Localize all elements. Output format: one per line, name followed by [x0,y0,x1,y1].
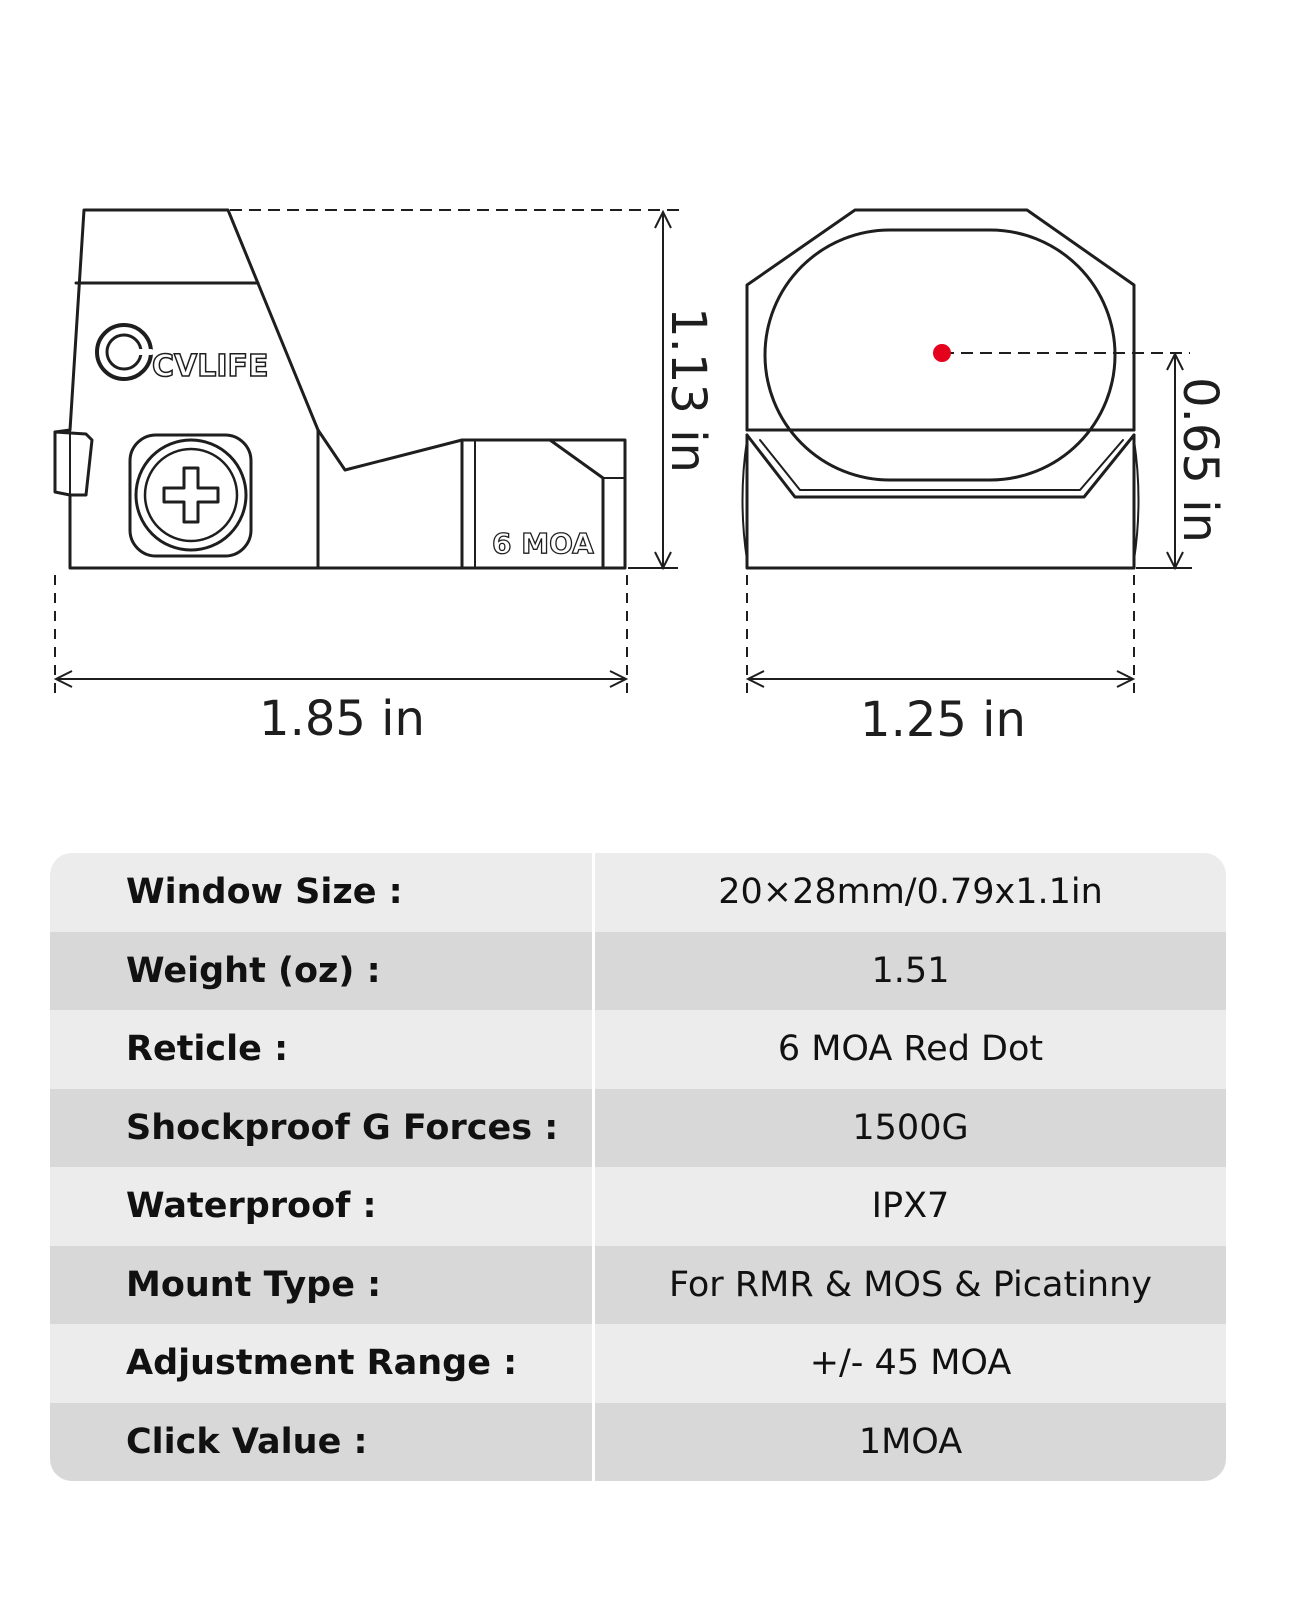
spec-label: Reticle : [50,1010,595,1089]
spec-label: Weight (oz) : [50,932,595,1011]
spec-value: 6 MOA Red Dot [777,1029,1044,1070]
spec-label: Shockproof G Forces : [50,1089,595,1168]
side-view-sight [55,210,625,568]
spec-row-weight [50,932,1226,1011]
spec-row-waterproof [50,1167,1226,1246]
spec-label: Adjustment Range : [50,1324,595,1403]
spec-value: For RMR & MOS & Picatinny [669,1264,1152,1305]
spec-value: IPX7 [871,1186,950,1227]
spec-label: Window Size : [50,853,595,932]
side-length-label: 1.85 in [259,691,425,747]
spec-label: Click Value : [50,1403,595,1482]
spec-value: 1.51 [871,950,950,991]
spec-row-window-size [50,853,1226,932]
brand-logo-text: CVLIFE [152,349,269,384]
moa-marking: 6 MOA [492,527,594,560]
spec-value: +/- 45 MOA [809,1343,1012,1384]
window-height-label: 0.65 in [1172,377,1228,543]
spec-table [50,853,1226,1481]
spec-label: Mount Type : [50,1246,595,1325]
spec-value: 1MOA [858,1421,963,1462]
side-height-label: 1.13 in [660,307,716,473]
cvlife-logo [97,325,151,379]
spec-row-mount-type [50,1246,1226,1325]
spec-row-adjustment-range [50,1324,1226,1403]
red-dot-reticle [933,344,951,362]
spec-row-reticle [50,1010,1226,1089]
spec-row-click-value [50,1403,1226,1482]
spec-value: 1500G [852,1107,969,1148]
spec-value: 20×28mm/0.79x1.1in [718,872,1103,913]
spec-label: Waterproof : [50,1167,595,1246]
front-view-sight [743,210,1139,568]
front-width-label: 1.25 in [860,692,1026,748]
spec-row-shockproof [50,1089,1226,1168]
